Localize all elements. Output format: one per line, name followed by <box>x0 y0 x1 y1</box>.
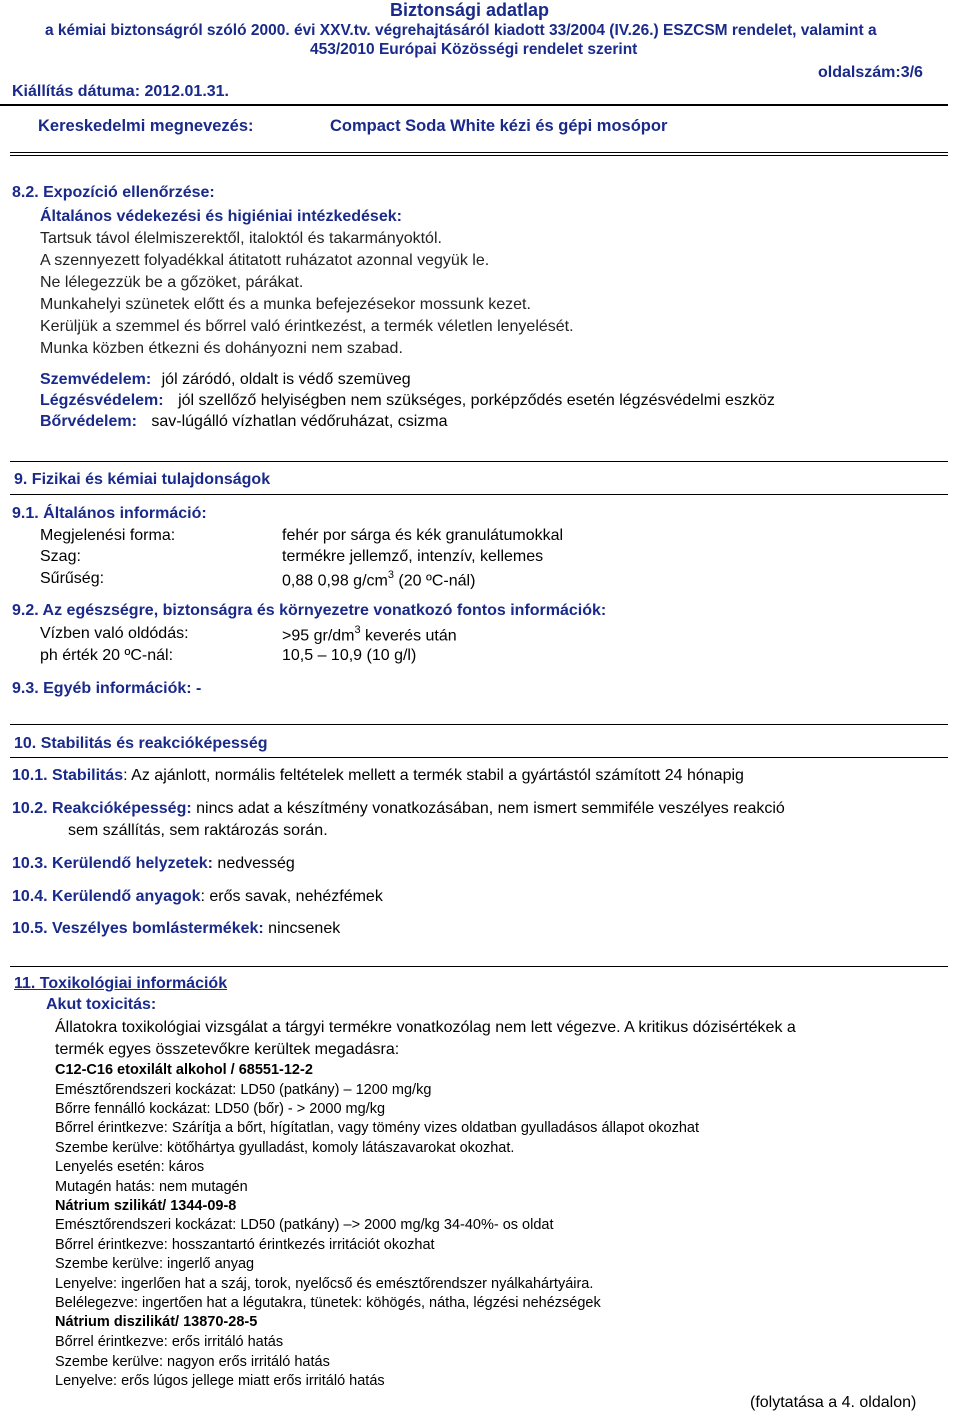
stability-value: : Az ajánlott, normális feltételek mellett a termék stabil a gyártástól számított 24 hónapig <box>123 767 744 784</box>
conditions-to-avoid-value: nedvesség <box>212 855 295 872</box>
density-value-main: 0,88 0,98 g/cm <box>282 572 388 590</box>
component-1-line: Mutagén hatás: nem mutagén <box>55 1179 248 1195</box>
hygiene-line: A szennyezett folyadékkal átitatott ruházatot azonnal vegyük le. <box>40 252 490 269</box>
solubility-value-main: >95 gr/dm <box>282 627 355 645</box>
component-3-line: Lenyelve: erős lúgos jellege miatt erős irritáló hatás <box>55 1373 385 1389</box>
density-label: Sűrűség: <box>40 570 105 587</box>
component-1-title: C12-C16 etoxilált alkohol / 68551-12-2 <box>55 1062 313 1078</box>
component-2-line: Emésztőrendszeri kockázat: LD50 (patkány) –> 2000 mg/kg 34-40%- os oldat <box>55 1217 554 1233</box>
materials-to-avoid-label: 10.4. Kerülendő anyagok <box>12 888 201 905</box>
respiratory-protection-label: Légzésvédelem: <box>40 392 164 409</box>
respiratory-protection <box>40 392 775 410</box>
ph-value: 10,5 – 10,9 (10 g/l) <box>282 647 417 664</box>
component-2-line: Lenyelve: ingerlően hat a száj, torok, nyelőcső és emésztőrendszer nyálkahártyáira. <box>55 1276 594 1292</box>
section-9-2-heading: 9.2. Az egészségre, biztonságra és környezetre vonatkozó fontos információk: <box>12 602 607 619</box>
hygiene-line: Tartsuk távol élelmiszerektől, italoktól és takarmányoktól. <box>40 230 442 247</box>
section-10-heading: 10. Stabilitás és reakcióképesség <box>14 735 268 752</box>
header-rule <box>0 104 948 106</box>
continued-note: (folytatása a 4. oldalon) <box>750 1394 917 1411</box>
regulation-line-1: a kémiai biztonságról szóló 2000. évi XXV.tv. végrehajtásáról kiadott 33/2004 (IV.26.) ESZCSM rendelet, valamint a <box>45 22 877 39</box>
component-2-line: Szembe kerülve: ingerlő anyag <box>55 1256 255 1272</box>
skin-protection-value: sav-lúgálló vízhatlan védőruházat, csizma <box>151 413 448 430</box>
issue-date: Kiállítás dátuma: 2012.01.31. <box>12 83 229 100</box>
stability-label: 10.1. Stabilitás <box>12 767 124 784</box>
decomposition-products <box>12 920 340 938</box>
section-9-1-heading: 9.1. Általános információ: <box>12 505 207 522</box>
component-1-line: Bőrre fennálló kockázat: LD50 (bőr) - > 2000 mg/kg <box>55 1101 386 1117</box>
header-double-rule <box>10 152 948 156</box>
respiratory-protection-value: jól szellőző helyiségben nem szükséges, porképződés esetén légzésvédelmi eszköz <box>178 392 775 409</box>
materials-to-avoid-value: : erős savak, nehézfémek <box>200 888 383 905</box>
section-8-2-heading: 8.2. Expozíció ellenőrzése: <box>12 184 215 201</box>
component-3-line: Bőrrel érintkezve: erős irritáló hatás <box>55 1334 284 1350</box>
materials-to-avoid <box>12 888 383 906</box>
component-1-line: Emésztőrendszeri kockázat: LD50 (patkány) – 1200 mg/kg <box>55 1082 432 1098</box>
toxicity-intro-line-1: Állatokra toxikológiai vizsgálat a tárgyi termékre vonatkozólag nem lett végezve. A kritikus dózisértékek a <box>55 1019 796 1036</box>
section-11-heading: 11. Toxikológiai információk <box>14 975 228 992</box>
solubility-value-note: keverés után <box>360 627 457 645</box>
eye-protection-label: Szemvédelem: <box>40 371 152 388</box>
section-9-heading: 9. Fizikai és kémiai tulajdonságok <box>14 471 271 488</box>
skin-protection <box>40 413 448 431</box>
component-3-title: Nátrium diszilikát/ 13870-28-5 <box>55 1314 258 1330</box>
reactivity-value-cont: sem szállítás, sem raktározás során. <box>68 822 328 839</box>
document-title: Biztonsági adatlap <box>390 0 550 20</box>
density-value <box>282 570 475 590</box>
component-2-line: Bőrrel érintkezve: hosszantartó érintkezés irritációt okozhat <box>55 1237 435 1253</box>
regulation-line-2: 453/2010 Európai Közösségi rendelet szerint <box>310 41 638 58</box>
hygiene-subheading: Általános védekezési és higiéniai intézkedések: <box>40 208 402 225</box>
conditions-to-avoid <box>12 855 295 873</box>
decomposition-products-label: 10.5. Veszélyes bomlástermékek: <box>12 920 264 937</box>
density-value-temp: (20 ºC-nál) <box>393 572 476 590</box>
eye-protection <box>40 371 411 389</box>
component-2-line: Belélegezve: ingertően hat a légutakra, tünetek: köhögés, nátha, légzési nehézségek <box>55 1295 601 1311</box>
solubility-label: Vízben való oldódás: <box>40 625 189 642</box>
toxicity-intro-line-2: termék egyes összetevőkre kerültek megadásra: <box>55 1041 400 1058</box>
reactivity-value: nincs adat a készítmény vonatkozásában, nem ismert semmiféle veszélyes reakció <box>191 800 785 817</box>
component-1-line: Lenyelés esetén: káros <box>55 1159 205 1175</box>
conditions-to-avoid-label: 10.3. Kerülendő helyzetek: <box>12 855 213 872</box>
trade-name-label: Kereskedelmi megnevezés: <box>38 117 254 135</box>
reactivity <box>12 800 785 818</box>
ph-label: ph érték 20 ºC-nál: <box>40 647 174 664</box>
density-exponent: 3 <box>387 569 394 581</box>
hygiene-line: Ne lélegezzük be a gőzöket, párákat. <box>40 274 304 291</box>
reactivity-label: 10.2. Reakcióképesség: <box>12 800 192 817</box>
solubility-exponent: 3 <box>354 624 361 636</box>
hygiene-line: Kerüljük a szemmel és bőrrel való érintkezést, a termék véletlen lenyelését. <box>40 318 574 335</box>
acute-toxicity-heading: Akut toxicitás: <box>46 996 157 1013</box>
hygiene-line: Munka közben étkezni és dohányozni nem szabad. <box>40 340 403 357</box>
component-1-line: Szembe kerülve: kötőhártya gyulladást, komoly látászavarokat okozhat. <box>55 1140 515 1156</box>
solubility-value <box>282 625 457 645</box>
trade-name-value: Compact Soda White kézi és gépi mosópor <box>330 117 668 135</box>
eye-protection-value: jól záródó, oldalt is védő szemüveg <box>161 371 411 388</box>
skin-protection-label: Bőrvédelem: <box>40 413 137 430</box>
appearance-label: Megjelenési forma: <box>40 527 176 544</box>
component-3-line: Szembe kerülve: nagyon erős irritáló hatás <box>55 1354 330 1370</box>
odor-value: termékre jellemző, intenzív, kellemes <box>282 548 544 565</box>
decomposition-products-value: nincsenek <box>263 920 341 937</box>
appearance-value: fehér por sárga és kék granulátumokkal <box>282 527 564 544</box>
section-9-3-heading: 9.3. Egyéb információk: - <box>12 680 202 697</box>
hygiene-line: Munkahelyi szünetek előtt és a munka befejezésekor mossunk kezet. <box>40 296 531 313</box>
component-1-line: Bőrrel érintkezve: Szárítja a bőrt, hígítatlan, vagy tömény vizes oldatban gyulladásos állapot okozhat <box>55 1120 699 1136</box>
component-2-title: Nátrium szilikát/ 1344-09-8 <box>55 1198 237 1214</box>
odor-label: Szag: <box>40 548 81 565</box>
page-number: oldalszám:3/6 <box>818 64 923 81</box>
stability <box>12 767 744 785</box>
